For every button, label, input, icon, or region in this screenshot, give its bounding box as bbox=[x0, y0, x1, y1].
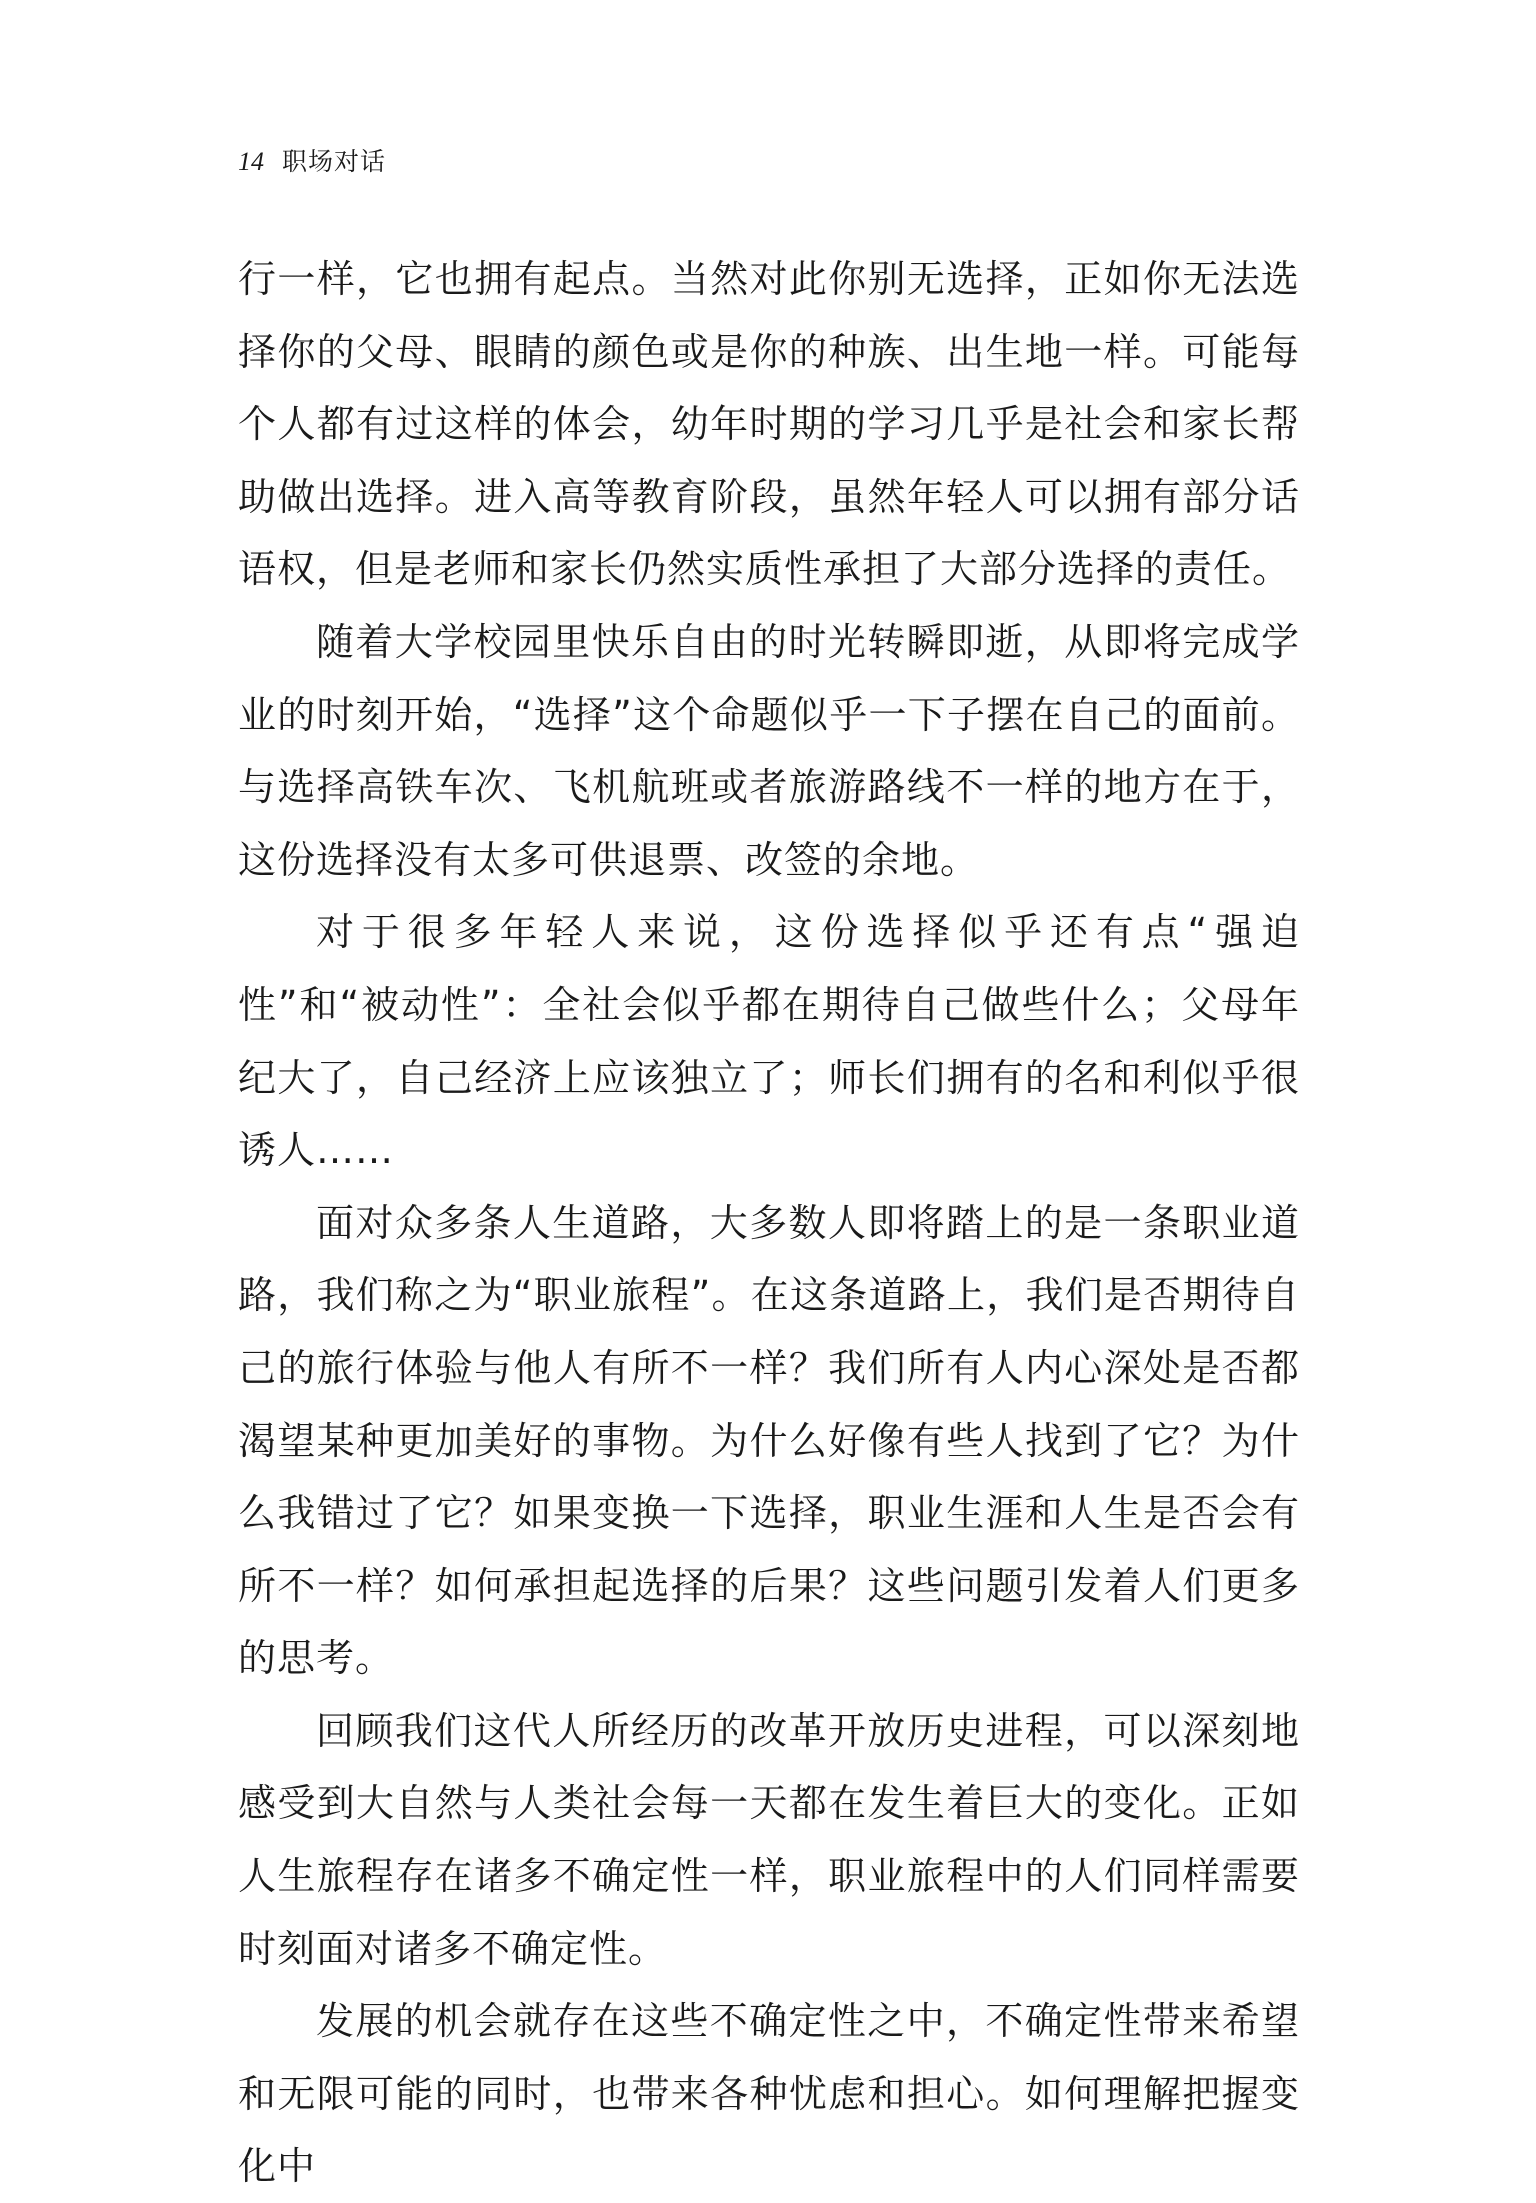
body-text bbox=[238, 243, 1300, 2203]
paragraph-1: 行一样，它也拥有起点。当然对此你别无选择，正如你无法选择你的父母、眼睛的颜色或是你的种族、出生地一样。可能每个人都有过这样的体会，幼年时期的学习几乎是社会和家长帮助做出选择。进入高等教育阶段，虽然年轻人可以拥有部分话语权，但是老师和家长仍然实质性承担了大部分选择的责任。 bbox=[238, 257, 1300, 592]
paragraph-2: 随着大学校园里快乐自由的时光转瞬即逝，从即将完成学业的时刻开始，“选择”这个命题似乎一下子摆在自己的面前。与选择高铁车次、飞机航班或者旅游路线不一样的地方在于，这份选择没有太多可供退票、改签的余地。 bbox=[238, 619, 1300, 882]
paragraph-4: 面对众多条人生道路，大多数人即将踏上的是一条职业道路，我们称之为“职业旅程”。在这条道路上，我们是否期待自己的旅行体验与他人有所不一样？我们所有人内心深处是否都渴望某种更加美好的事物。为什么好像有些人找到了它？为什么我错过了它？如果变换一下选择，职业生涯和人生是否会有所不一样？如何承担起选择的后果？这些问题引发着人们更多的思考。 bbox=[238, 1200, 1300, 1681]
running-title: 职场对话 bbox=[282, 147, 387, 176]
page-number: 14 bbox=[238, 147, 264, 176]
paragraph-6: 发展的机会就存在这些不确定性之中，不确定性带来希望和无限可能的同时，也带来各种忧虑和担心。如何理解把握变化中 bbox=[238, 1999, 1300, 2189]
paragraph-5: 回顾我们这代人所经历的改革开放历史进程，可以深刻地感受到大自然与人类社会每一天都在发生着巨大的变化。正如人生旅程存在诸多不确定性一样，职业旅程中的人们同样需要时刻面对诸多不确定性。 bbox=[238, 1708, 1300, 1971]
running-head bbox=[238, 142, 386, 182]
paragraph-3: 对于很多年轻人来说，这份选择似乎还有点“强迫性”和“被动性”：全社会似乎都在期待自己做些什么；父母年纪大了，自己经济上应该独立了；师长们拥有的名和利似乎很诱人…… bbox=[238, 910, 1300, 1173]
